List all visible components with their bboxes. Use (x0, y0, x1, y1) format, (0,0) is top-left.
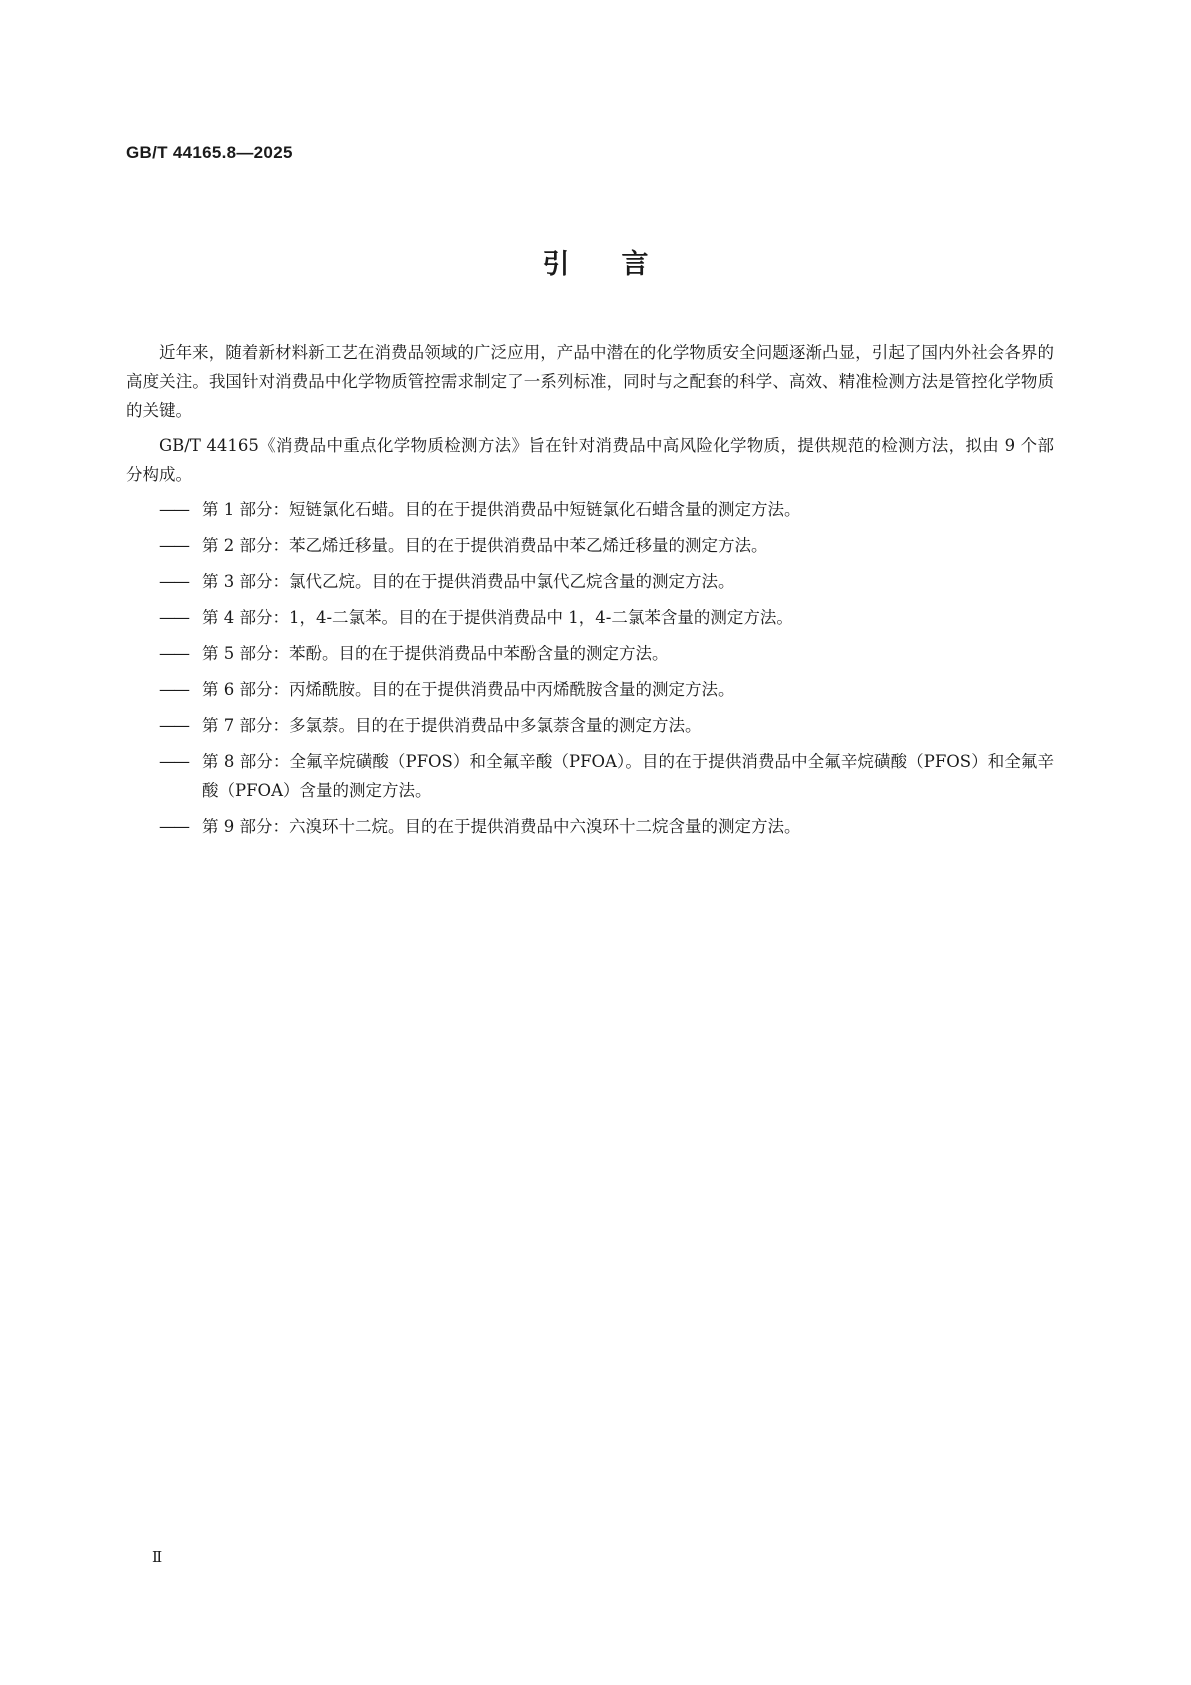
intro-paragraph-1: 近年来，随着新材料新工艺在消费品领域的广泛应用，产品中潜在的化学物质安全问题逐渐凸显，引起了国内外社会各界的高度关注。我国针对消费品中化学物质管控需求制定了一系列标准，同时与之配套的科学、高效、精准检测方法是管控化学物质的关键。 (126, 343, 1054, 420)
list-item (126, 531, 1054, 560)
part-7-text: 第 7 部分：多氯萘。目的在于提供消费品中多氯萘含量的测定方法。 (202, 716, 702, 735)
list-item (126, 567, 1054, 596)
page-number: Ⅱ (152, 1548, 163, 1566)
part-6-text: 第 6 部分：丙烯酰胺。目的在于提供消费品中丙烯酰胺含量的测定方法。 (202, 680, 735, 699)
dash-marker: —— (159, 572, 188, 591)
dash-marker: —— (159, 716, 188, 735)
intro-paragraph-2: GB/T 44165《消费品中重点化学物质检测方法》旨在针对消费品中高风险化学物质，提供规范的检测方法，拟由 9 个部分构成。 (126, 436, 1054, 484)
list-item (126, 812, 1054, 841)
part-2-text: 第 2 部分：苯乙烯迁移量。目的在于提供消费品中苯乙烯迁移量的测定方法。 (202, 536, 768, 555)
dash-marker: —— (159, 536, 188, 555)
part-3-text: 第 3 部分：氯代乙烷。目的在于提供消费品中氯代乙烷含量的测定方法。 (202, 572, 735, 591)
parts-list (126, 495, 1054, 841)
dash-marker: —— (159, 500, 188, 519)
list-item (126, 603, 1054, 632)
dash-marker: —— (159, 680, 188, 699)
list-item (126, 747, 1054, 805)
page-title: 引言 (542, 249, 701, 280)
list-item (126, 639, 1054, 668)
part-1-text: 第 1 部分：短链氯化石蜡。目的在于提供消费品中短链氯化石蜡含量的测定方法。 (202, 500, 801, 519)
dash-marker: —— (159, 608, 188, 627)
part-8-text: 第 8 部分：全氟辛烷磺酸（PFOS）和全氟辛酸（PFOA）。目的在于提供消费品中全氟辛烷磺酸（PFOS）和全氟辛酸（PFOA）含量的测定方法。 (202, 752, 1054, 800)
list-item (126, 495, 1054, 524)
list-item (126, 711, 1054, 740)
document-body (126, 338, 1054, 848)
dash-marker: —— (159, 752, 188, 771)
part-4-text: 第 4 部分：1，4-二氯苯。目的在于提供消费品中 1，4-二氯苯含量的测定方法。 (202, 608, 793, 627)
dash-marker: —— (159, 817, 188, 836)
part-5-text: 第 5 部分：苯酚。目的在于提供消费品中苯酚含量的测定方法。 (202, 644, 669, 663)
dash-marker: —— (159, 644, 188, 663)
standard-code: GB/T 44165.8—2025 (126, 143, 293, 162)
list-item (126, 675, 1054, 704)
part-9-text: 第 9 部分：六溴环十二烷。目的在于提供消费品中六溴环十二烷含量的测定方法。 (202, 817, 801, 836)
